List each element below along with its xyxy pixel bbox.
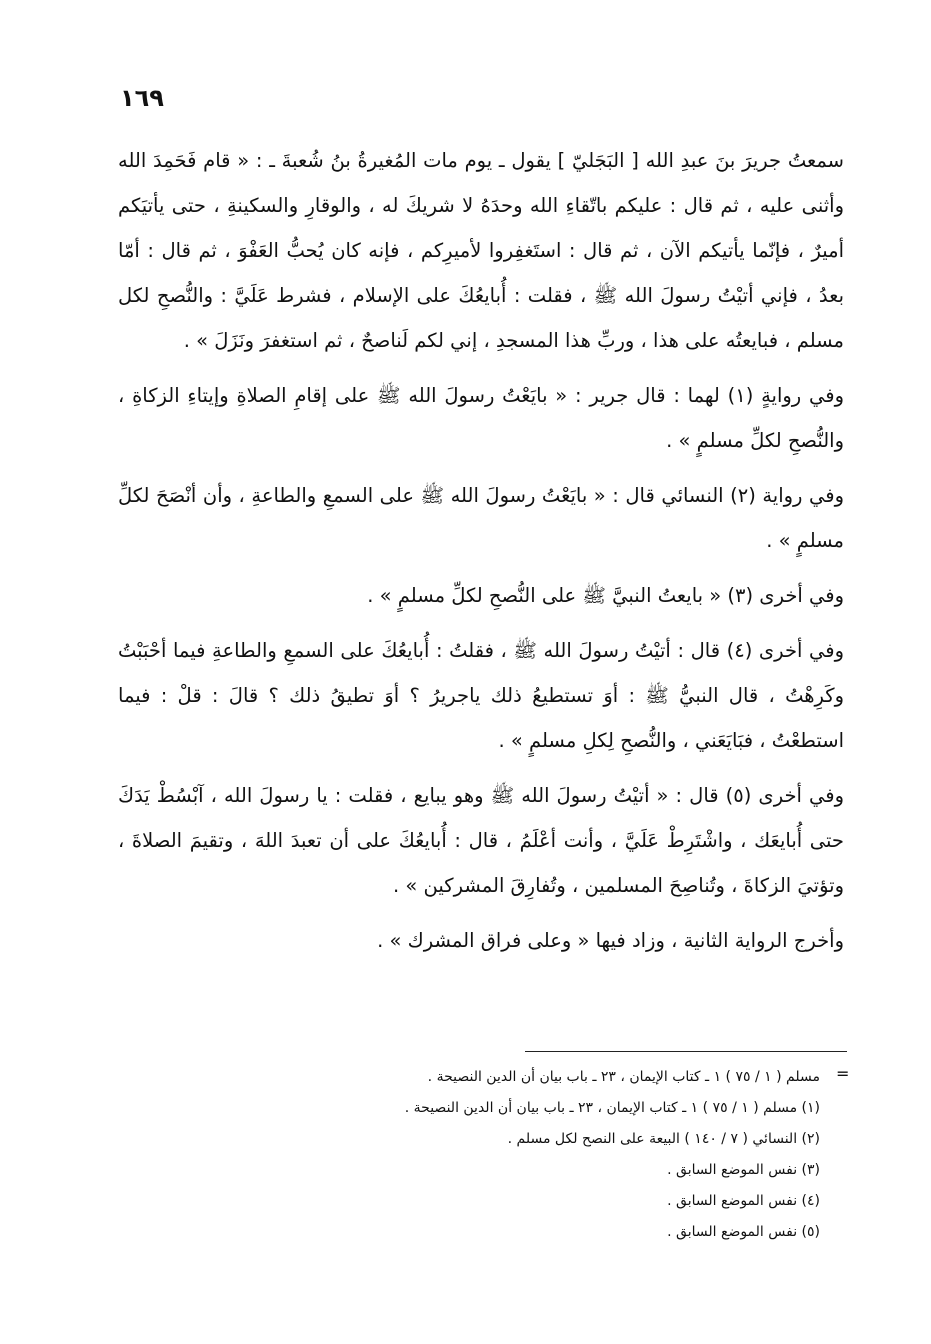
footnote-3: (٣) نفس الموضع السابق . — [667, 1162, 820, 1178]
paragraph-riwaya-1: وفي روايةٍ (١) لهما : قال جرير : « بايَعْتُ رسولَ الله ﷺ على إقامِ الصلاةِ وإيتاءِ الزكاةِ ، والنُّصحِ لكلِّ مسلمٍ » . — [118, 384, 844, 452]
body-text — [118, 138, 844, 973]
footnote-4: (٤) نفس الموضع السابق . — [667, 1193, 820, 1209]
paragraph-riwaya-4: وفي أخرى (٤) قال : أتيْتُ رسولَ الله ﷺ ، فقلتُ : أُبايعُكَ على السمعِ والطاعةِ فيما أحْبَبْتُ وكَرِهْتُ ، قال النبيُّ ﷺ : أوَ تستطيعُ ذلك ياجريرُ ؟ أوَ تطيقُ ذلك ؟ قالَ : قلْ : فيما استطعْتُ ، فبَايَعَني ، والنُّصحِ لِكلِ مسلمٍ » . — [118, 639, 844, 752]
footnote-continuation-marker: = — [836, 1064, 850, 1083]
paragraph-hadith-main: سمعتُ جريرَ بنَ عبدِ الله [ البَجَليّ ] يقول ـ يوم مات المُغيرةُ بنُ شُعبةَ ـ : « قام فَحَمِدَ الله وأثنى عليه ، ثم قال : عليكم باتّقاءِ الله وحدَهُ لا شريكَ له ، والوقارِ والسكينةِ ، حتى يأتيَكم أميرٌ ، فإنّما يأتيكم الآن ، ثم قال : استَغفِروا لأميرِكم ، فإنه كان يُحبُّ العَفْوَ ، ثم قال : أمّا بعدُ ، فإني أتيْتُ رسولَ الله ﷺ ، فقلت : أُبايعُكَ على الإسلام ، فشرط عَلَيَّ : والنُّصحِ لكل مسلم ، فبايعتُه على هذا ، وربِّ هذا المسجدِ ، إني لكم لَناصحٌ ، ثم استغفرَ ونَزَلَ » . — [118, 149, 844, 352]
paragraph-riwaya-5: وفي أخرى (٥) قال : « أتيْتُ رسولَ الله ﷺ وهو يبايع ، فقلت : يا رسولَ الله ، آبْسُطْ يَدَكَ حتى أُبايعَك ، واشْتَرِطْ عَلَيَّ ، وأنت أعْلَمُ ، قال : أُبايعُكَ على أن تعبدَ اللهَ ، وتقيمَ الصلاةَ ، وتؤتيَ الزكاةَ ، وتُناصِحَ المسلمين ، وتُفارِقَ المشركين » . — [118, 784, 844, 897]
footnote-1: (١) مسلم ( ١ / ٧٥ ) ١ ـ كتاب الإيمان ، ٢٣ ـ باب بيان أن الدين النصيحة . — [404, 1100, 820, 1116]
page-number: ١٦٩ — [120, 84, 164, 112]
footnote-2: (٢) النسائي ( ٧ / ١٤٠ ) البيعة على النصح لكل مسلم . — [507, 1131, 820, 1147]
footnote-divider — [525, 1051, 847, 1052]
footnotes — [300, 1062, 820, 1248]
footnote-5: (٥) نفس الموضع السابق . — [667, 1224, 820, 1240]
paragraph-conclusion: وأخرج الرواية الثانية ، وزاد فيها « وعلى فراق المشرك » . — [377, 929, 844, 952]
footnote-continued: مسلم ( ١ / ٧٥ ) ١ ـ كتاب الإيمان ، ٢٣ ـ باب بيان أن الدين النصيحة . — [427, 1069, 820, 1085]
paragraph-riwaya-2: وفي رواية (٢) النسائي قال : « بايَعْتُ رسولَ الله ﷺ على السمعِ والطاعةِ ، وأن أنْصَحَ لكلِّ مسلمٍ » . — [118, 484, 844, 552]
paragraph-riwaya-3: وفي أخرى (٣) « بايعتُ النبيَّ ﷺ على النُّصحِ لكلِّ مسلمٍ » . — [367, 584, 844, 607]
